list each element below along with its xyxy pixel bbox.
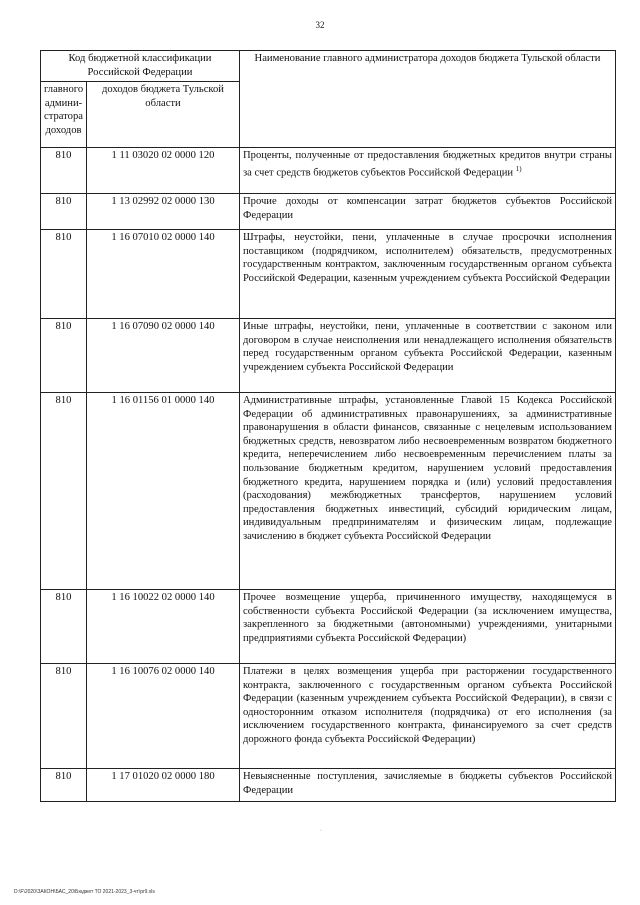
header-income-code: доходов бюджета Тульской области [87, 82, 240, 148]
table-row [41, 230, 616, 319]
admin-code-cell: 810 [41, 769, 87, 802]
income-code-cell: 1 16 01156 01 0000 140 [87, 393, 240, 590]
header-name-column: Наименование главного администратора доходов бюджета Тульской области [240, 51, 616, 148]
footnote-marker: 1) [515, 164, 522, 173]
table-row [41, 393, 616, 590]
admin-code-cell: 810 [41, 148, 87, 194]
income-code-cell: 1 13 02992 02 0000 130 [87, 194, 240, 230]
description-cell [240, 148, 616, 194]
scan-speck: · [320, 828, 322, 834]
admin-code-cell: 810 [41, 194, 87, 230]
table-row [41, 148, 616, 194]
table-row [41, 664, 616, 769]
description-cell: Административные штрафы, установленные Главой 15 Кодекса Российской Федерации об административных правонарушениях, за административные правонарушения в области финансов, связанные с нецелевым использованием бюджетных средств, невозвратом либо несвоевременным возвратом бюджетного кредита, неперечислением либо несвоевременным перечислением платы за пользование бюджетным кредитом, нарушением условий предоставления бюджетного кредита, нарушением порядка и (или) условий предоставления (расходования) межбюджетных трансфертов, нарушением условий предоставления бюджетных инвестиций, субсидий юридическим лицам, индивидуальным предпринимателям и физическим лицам, подлежащие зачислению в бюджет субъекта Российской Федерации [240, 393, 616, 590]
header-code-group: Код бюджетной классификации Российской Федерации [41, 51, 240, 82]
income-code-cell: 1 16 07010 02 0000 140 [87, 230, 240, 319]
description-cell: Платежи в целях возмещения ущерба при расторжении государственного контракта, заключенного с государственным органом субъекта Российской Федерации (казенным учреждением субъекта Российской Федерации), в связи с односторонним отказом исполнителя (подрядчика) от его исполнения (за исключением государственного контракта, финансируемого за счет средств дорожного фонда субъекта Российской Федерации) [240, 664, 616, 769]
admin-code-cell: 810 [41, 664, 87, 769]
description-text: Проценты, полученные от предоставления бюджетных кредитов внутри страны за счет средств бюджетов субъектов Российской Федерации [243, 150, 612, 179]
income-code-cell: 1 16 07090 02 0000 140 [87, 319, 240, 393]
page-number: 32 [315, 20, 325, 30]
file-path-footer: D:\F\2020\ЗАКОН\БАС_20\Бюджет ТО 2021-2023_3-чт\pr9.xls [14, 889, 155, 895]
header-admin-code: главного админи-стратора доходов [41, 82, 87, 148]
income-code-cell: 1 11 03020 02 0000 120 [87, 148, 240, 194]
admin-code-cell: 810 [41, 393, 87, 590]
table-header-row [41, 51, 616, 82]
description-cell: Невыясненные поступления, зачисляемые в бюджеты субъектов Российской Федерации [240, 769, 616, 802]
description-cell: Прочие доходы от компенсации затрат бюджетов субъектов Российской Федерации [240, 194, 616, 230]
table-row [41, 769, 616, 802]
description-cell: Прочее возмещение ущерба, причиненного имуществу, находящемуся в собственности субъекта Российской Федерации (за исключением имущества, закрепленного за бюджетными (автономными) учреждениями, унитарными предприятиями субъекта Российской Федерации) [240, 590, 616, 664]
income-code-cell: 1 17 01020 02 0000 180 [87, 769, 240, 802]
admin-code-cell: 810 [41, 590, 87, 664]
budget-classification-table [40, 50, 616, 802]
income-code-cell: 1 16 10022 02 0000 140 [87, 590, 240, 664]
description-cell: Иные штрафы, неустойки, пени, уплаченные в соответствии с законом или договором в случае неисполнения или ненадлежащего исполнения обязательств перед государственным органом субъекта Российской Федерации, казенным учреждением субъекта Российской Федерации [240, 319, 616, 393]
income-code-cell: 1 16 10076 02 0000 140 [87, 664, 240, 769]
table-row [41, 590, 616, 664]
description-cell: Штрафы, неустойки, пени, уплаченные в случае просрочки исполнения поставщиком (подрядчиком, исполнителем) обязательств, предусмотренных государственным контрактом, заключенным государственным органом субъекта Российской Федерации, казенным учреждением субъекта Российской Федерации [240, 230, 616, 319]
admin-code-cell: 810 [41, 319, 87, 393]
admin-code-cell: 810 [41, 230, 87, 319]
table-row [41, 194, 616, 230]
table-row [41, 319, 616, 393]
